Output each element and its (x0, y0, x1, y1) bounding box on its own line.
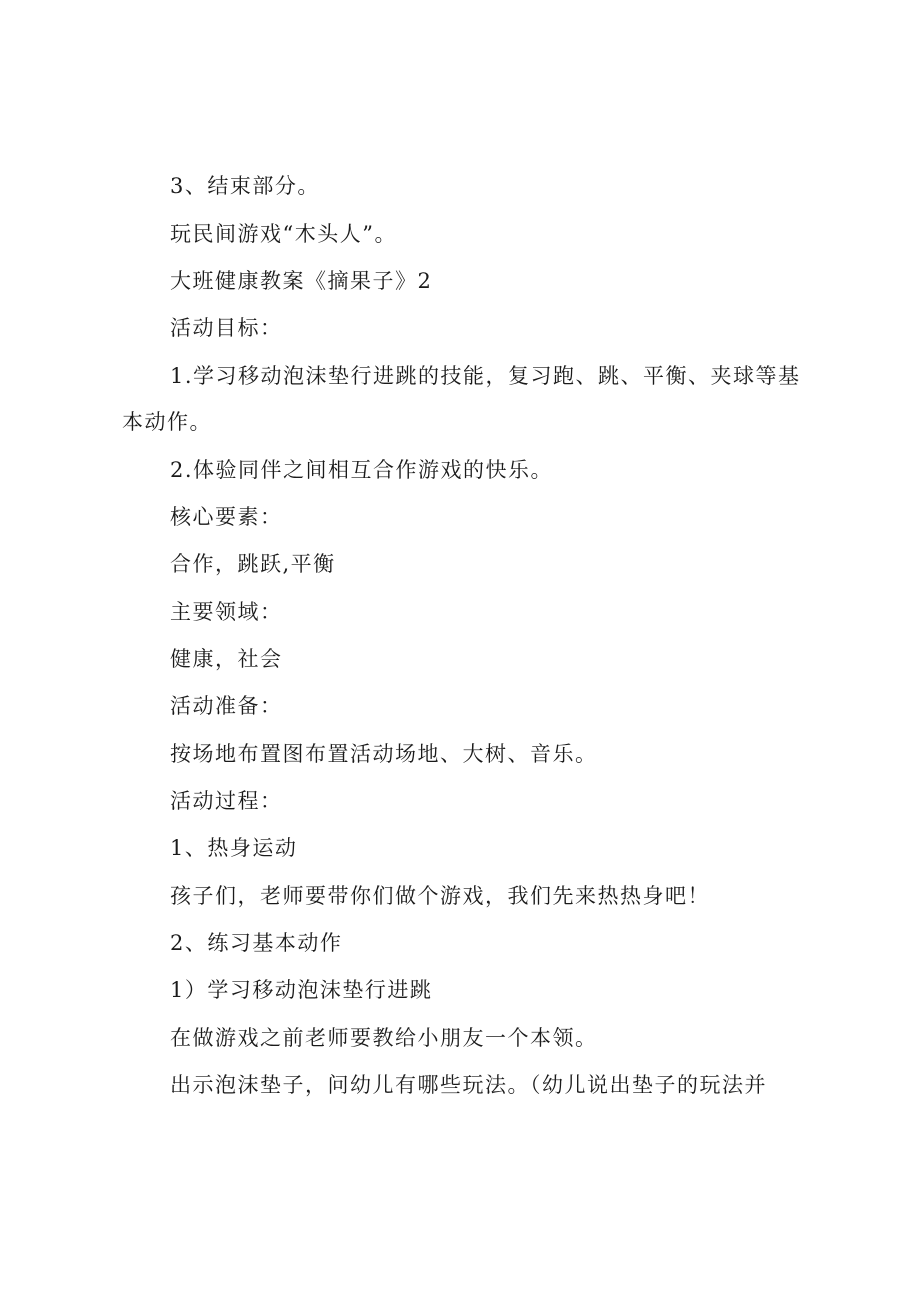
heading-preparation: 活动准备： (170, 694, 283, 718)
paragraph: 在做游戏之前老师要教给小朋友一个本领。 (170, 1026, 598, 1050)
core-elements-text: 合作，跳跃,平衡 (170, 552, 336, 576)
lesson-title: 大班健康教案《摘果子》2 (170, 269, 433, 293)
goal-item-1-continued: 本动作。 (122, 410, 212, 434)
step-heading-basic-moves: 2、练习基本动作 (170, 931, 343, 955)
goal-item-2: 2.体验同伴之间相互合作游戏的快乐。 (170, 458, 554, 482)
paragraph: 玩民间游戏“木头人”。 (170, 222, 397, 246)
preparation-text: 按场地布置图布置活动场地、大树、音乐。 (170, 742, 598, 766)
step-heading-warmup: 1、热身运动 (170, 836, 298, 860)
section-heading-closing: 3、结束部分。 (170, 174, 320, 198)
paragraph: 孩子们，老师要带你们做个游戏，我们先来热热身吧！ (170, 884, 710, 908)
goal-item-1: 1.学习移动泡沫垫行进跳的技能，复习跑、跳、平衡、夹球等基 (170, 364, 801, 388)
heading-main-domains: 主要领域： (170, 600, 283, 624)
heading-activity-process: 活动过程： (170, 789, 283, 813)
main-domains-text: 健康，社会 (170, 647, 283, 671)
heading-activity-goals: 活动目标： (170, 316, 283, 340)
heading-core-elements: 核心要素： (170, 505, 283, 529)
sub-step-heading: 1）学习移动泡沫垫行进跳 (170, 978, 433, 1002)
paragraph: 出示泡沫垫子，问幼儿有哪些玩法。（幼儿说出垫子的玩法并 (170, 1073, 767, 1097)
